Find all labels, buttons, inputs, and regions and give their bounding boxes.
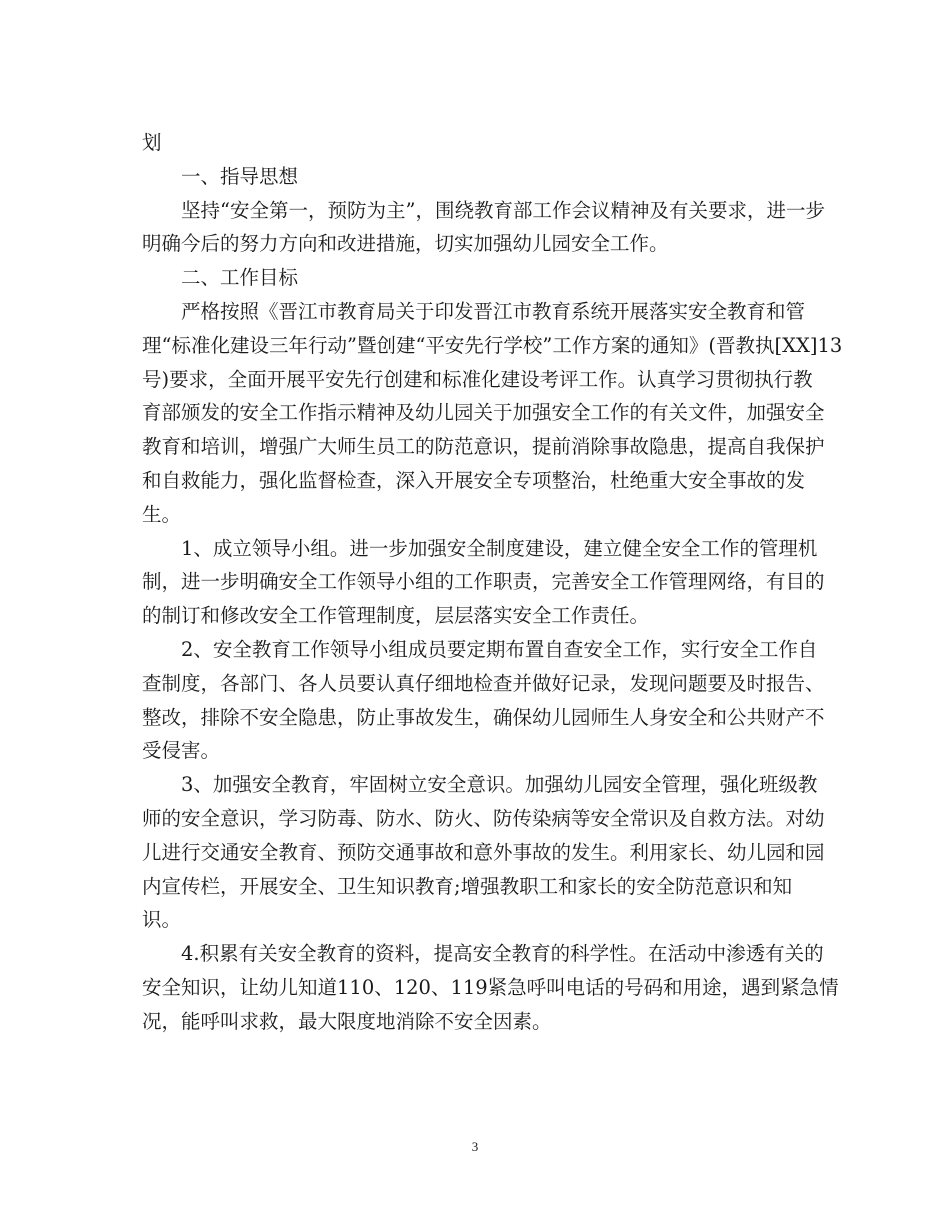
text-line: 识。: [142, 908, 182, 932]
text-line: 教育和培训，增强广大师生员工的防范意识，提前消除事故隐患，提高自我保护: [142, 435, 825, 459]
text-line: 受侵害。: [142, 739, 221, 763]
text-line: 生。: [142, 502, 182, 526]
text-line: 严格按照《晋江市教育局关于印发晋江市教育系统开展落实安全教育和管: [181, 299, 806, 323]
text-line: 儿进行交通安全教育、预防交通事故和意外事故的发生。利用家长、幼儿园和园: [142, 840, 825, 864]
text-line: 况，能呼叫求救，最大限度地消除不安全因素。: [142, 1009, 552, 1033]
text-line: 师的安全意识，学习防毒、防水、防火、防传染病等安全常识及自救方法。对幼: [142, 806, 825, 830]
section-heading: 一、指导思想: [181, 164, 299, 188]
text-line: 2、安全教育工作领导小组成员要定期布置自查安全工作，实行安全工作自: [181, 637, 818, 661]
text-line: 4.积累有关安全教育的资料，提高安全教育的科学性。在活动中渗透有关的: [181, 942, 824, 966]
document-body: [142, 126, 843, 1039]
text-line: 的制订和修改安全工作管理制度，层层落实安全工作责任。: [142, 604, 650, 628]
text-line: 和自救能力，强化监督检查，深入开展安全专项整治，杜绝重大安全事故的发: [142, 468, 806, 492]
text-line: 查制度，各部门、各人员要认真仔细地检查并做好记录，发现问题要及时报告、: [142, 671, 825, 695]
text-line: 明确今后的努力方向和改进措施，切实加强幼儿园安全工作。: [142, 232, 669, 256]
text-line: 划: [142, 131, 162, 154]
text-line: 安全知识，让幼儿知道110、120、119紧急呼叫电话的号码和用途，遇到紧急情: [142, 975, 839, 999]
text-line: 内宣传栏，开展安全、卫生知识教育;增强教职工和家长的安全防范意识和知: [142, 874, 793, 898]
text-line: 3、加强安全教育，牢固树立安全意识。加强幼儿园安全管理，强化班级教: [181, 773, 818, 797]
text-line: 制，进一步明确安全工作领导小组的工作职责，完善安全工作管理网络，有目的: [142, 570, 825, 594]
text-line: 1、成立领导小组。进一步加强安全制度建设，建立健全安全工作的管理机: [181, 536, 818, 560]
text-line: 理“标准化建设三年行动”暨创建“平安先行学校”工作方案的通知》(晋教执[XX]13: [142, 333, 843, 357]
text-line: 育部颁发的安全工作指示精神及幼儿园关于加强安全工作的有关文件，加强安全: [142, 401, 825, 425]
page-number: 3: [471, 1139, 479, 1154]
section-heading: 二、工作目标: [181, 266, 299, 290]
text-line: 坚持“安全第一，预防为主”，围绕教育部工作会议精神及有关要求，进一步: [181, 198, 825, 222]
text-line: 整改，排除不安全隐患，防止事故发生，确保幼儿园师生人身安全和公共财产不: [142, 705, 825, 729]
text-line: 号)要求，全面开展平安先行创建和标准化建设考评工作。认真学习贯彻执行教: [142, 367, 813, 391]
